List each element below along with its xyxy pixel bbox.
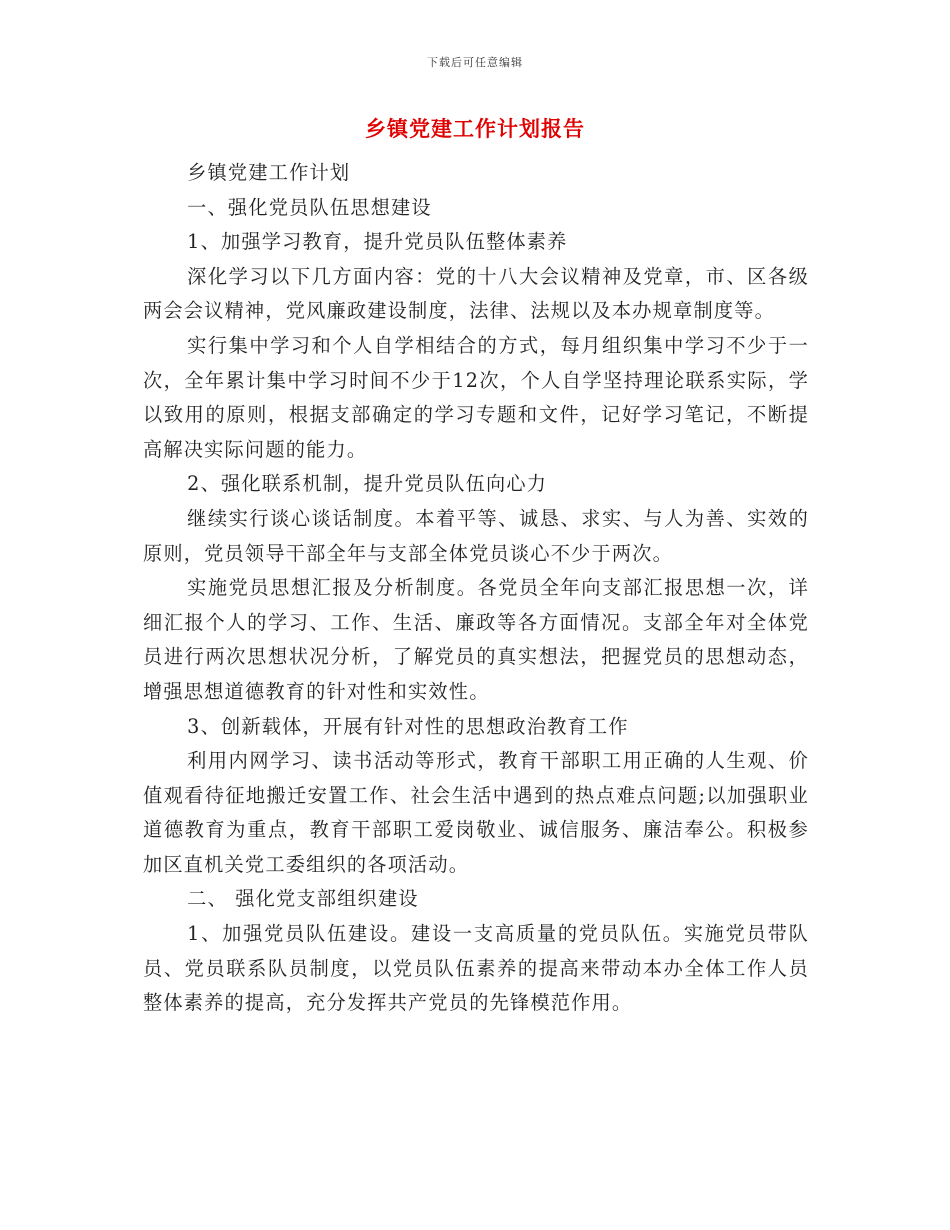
section-heading-1: 一、强化党员队伍思想建设 xyxy=(187,195,432,219)
paragraph: 1、加强党员队伍建设。建设一支高质量的党员队伍。实施党员带队员、党员联系队员制度，以党员队伍素养的提高来带动本办全体工作人员整体素养的提高，充分发挥共产党员的先锋模范作用。 xyxy=(143,922,809,1015)
paragraph: 继续实行谈心谈话制度。本着平等、诚恳、求实、与人为善、实效的原则，党员领导干部全年与支部全体党员谈心不少于两次。 xyxy=(143,506,809,565)
document-body xyxy=(143,156,809,1021)
paragraph: 深化学习以下几方面内容：党的十八大会议精神及党章，市、区各级两会会议精神，党风廉政建设制度，法律、法规以及本办规章制度等。 xyxy=(143,264,809,323)
paragraph: 利用内网学习、读书活动等形式，教育干部职工用正确的人生观、价值观看待征地搬迁安置工作、社会生活中遇到的热点难点问题;以加强职业道德教育为重点，教育干部职工爱岗敬业、诚信服务、廉洁奉公。积极参加区直机关党工委组织的各项活动。 xyxy=(143,749,809,876)
header-note: 下载后可任意编辑 xyxy=(427,56,523,69)
paragraph: 实施党员思想汇报及分析制度。各党员全年向支部汇报思想一次，详细汇报个人的学习、工作、生活、廉政等各方面情况。支部全年对全体党员进行两次思想状况分析，了解党员的真实想法，把握党员的思想动态，增强思想道德教育的针对性和实效性。 xyxy=(143,576,809,703)
paragraph: 实行集中学习和个人自学相结合的方式，每月组织集中学习不少于一次，全年累计集中学习时间不少于12次，个人自学坚持理论联系实际，学以致用的原则，根据支部确定的学习专题和文件，记好学习笔记，不断提高解决实际问题的能力。 xyxy=(143,333,809,461)
document-title: 乡镇党建工作计划报告 xyxy=(365,116,585,141)
subheading-1-3: 3、创新载体，开展有针对性的思想政治教育工作 xyxy=(187,714,629,738)
subheading-1-1: 1、加强学习教育，提升党员队伍整体素养 xyxy=(187,230,568,254)
paragraph-subtitle: 乡镇党建工作计划 xyxy=(187,161,351,184)
subheading-1-2: 2、强化联系机制，提升党员队伍向心力 xyxy=(187,472,548,496)
section-heading-2: 二、 强化党支部组织建设 xyxy=(187,887,419,911)
